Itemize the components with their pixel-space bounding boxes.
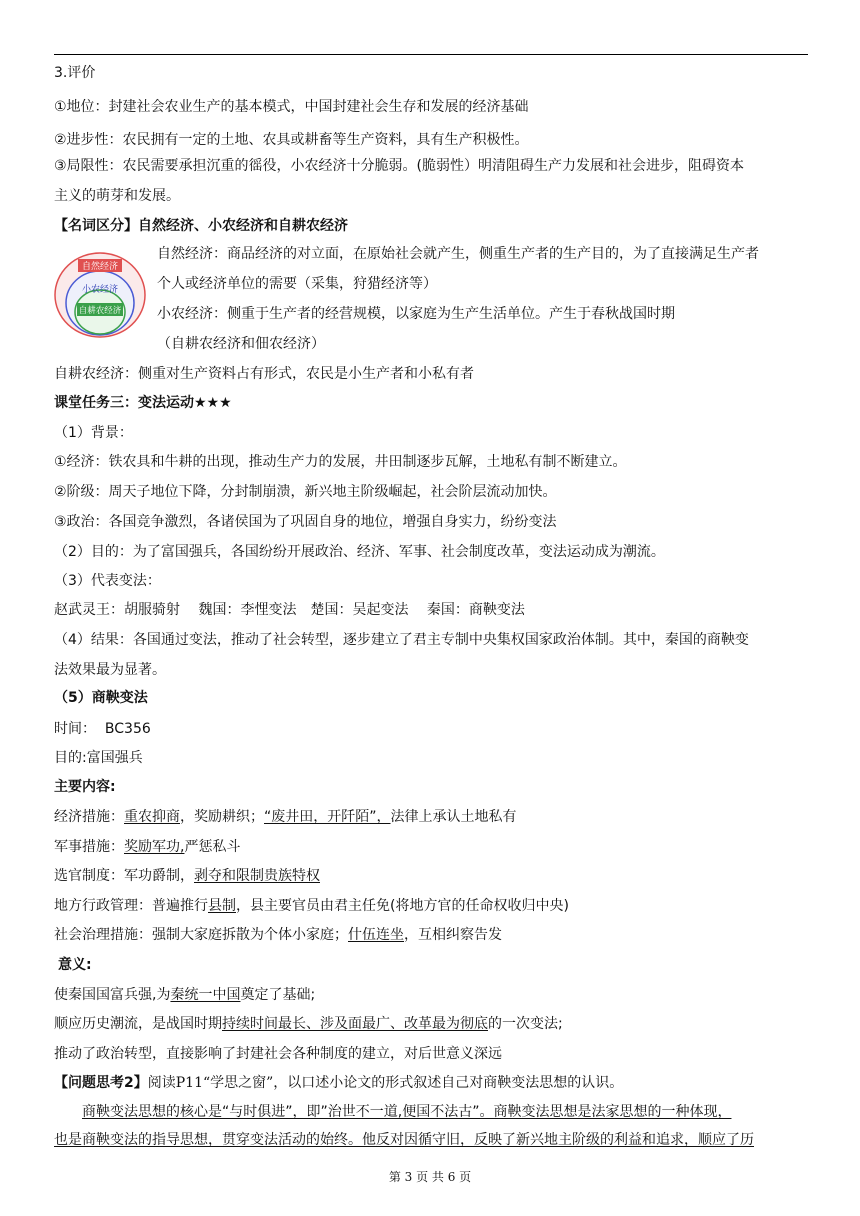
term-small: 小农经济：侧重于生产者的经营规模，以家庭为生产生活单位。产生于春秋战国时期 <box>157 306 675 322</box>
background-class: ②阶级：周天子地位下降，分封制崩溃，新兴地主阶级崛起，社会阶层流动加快。 <box>54 484 557 500</box>
question-prompt: 【问题思考2】阅读P11“学思之窗”，以口述小论文的形式叙述自己对商鞅变法思想的认识。 <box>54 1075 624 1091</box>
eval-progressive: ②进步性：农民拥有一定的土地、农具或耕畜等生产资料，具有生产积极性。 <box>54 132 529 148</box>
content-heading: 主要内容: <box>54 779 116 795</box>
term-natural-cont: 个人或经济单位的需要（采集，狩猎经济等） <box>157 276 437 292</box>
official-system: 选官制度：军功爵制，剥夺和限制贵族特权 <box>54 868 320 884</box>
significance-1: 使秦国国富兵强,为秦统一中国奠定了基础; <box>54 987 316 1003</box>
purpose: （2）目的：为了富国强兵，各国纷纷开展政治、经济、军事、社会制度改革，变法运动成为潮流。 <box>54 544 665 560</box>
significance-heading: 意义: <box>58 957 92 973</box>
shang-goal: 目的:富国强兵 <box>54 750 143 766</box>
significance-3: 推动了政治转型，直接影响了封建社会各种制度的建立，对后世意义深远 <box>54 1046 502 1062</box>
significance-2: 顺应历史潮流，是战国时期持续时间最长、涉及面最广、改革最为彻底的一次变法; <box>54 1016 563 1032</box>
local-admin: 地方行政管理：普遍推行县制，县主要官员由君主任免(将地方官的任命权收归中央) <box>54 898 569 914</box>
eval-limitation-cont: 主义的萌芽和发展。 <box>54 188 180 204</box>
term-natural: 自然经济：商品经济的对立面，在原始社会就产生，侧重生产者的生产目的，为了直接满足生产者 <box>157 246 759 262</box>
term-self: 自耕农经济：侧重对生产资料占有形式，农民是小生产者和小私有者 <box>54 366 474 382</box>
eval-status: ①地位：封建社会农业生产的基本模式，中国封建社会生存和发展的经济基础 <box>54 99 529 115</box>
page-footer: 第 3 页 共 6 页 <box>388 1170 472 1184</box>
section-heading-evaluation: 3.评价 <box>54 65 96 81</box>
econ-measures: 经济措施：重农抑商，奖励耕织；“废井田，开阡陌”，法律上承认土地私有 <box>54 809 517 825</box>
social-governance: 社会治理措施：强制大家庭拆散为个体小家庭；什伍连坐，互相纠察告发 <box>54 927 502 943</box>
terms-heading: 【名词区分】自然经济、小农经济和自耕农经济 <box>54 218 348 234</box>
shang-heading: （5）商鞅变法 <box>54 690 148 706</box>
background-politics: ③政治：各国竞争激烈，各诸侯国为了巩固自身的地位，增强自身实力，纷纷变法 <box>54 514 557 530</box>
result: （4）结果：各国通过变法，推动了社会转型，逐步建立了君主专制中央集权国家政治体制。其中，秦国的商鞅变 <box>54 632 749 648</box>
result-cont: 法效果最为显著。 <box>54 662 166 678</box>
diagram-middle-label: 小农经济 <box>81 285 119 295</box>
reps-heading: （3）代表变法： <box>54 573 161 589</box>
background-heading: （1）背景： <box>54 425 133 441</box>
mil-measures: 军事措施：奖励军功,严惩私斗 <box>54 839 241 855</box>
diagram-inner-label: 自耕农经济 <box>78 306 122 316</box>
economy-venn-diagram <box>52 250 148 340</box>
background-economy: ①经济：铁农具和牛耕的出现，推动生产力的发展，井田制逐步瓦解，土地私有制不断建立。 <box>54 454 627 470</box>
header-rule <box>54 54 808 55</box>
answer-line-2: 也是商鞅变法的指导思想，贯穿变法活动的始终。他反对因循守旧，反映了新兴地主阶级的利益和追求，顺应了历 <box>54 1132 754 1148</box>
task3-heading: 课堂任务三：变法运动★★★ <box>54 395 232 411</box>
shang-time: 时间： BC356 <box>54 721 151 737</box>
diagram-outer-label: 自然经济 <box>81 262 119 272</box>
term-small-cont: （自耕农经济和佃农经济） <box>157 336 325 352</box>
reps-list: 赵武灵王：胡服骑射 魏国：李悝变法 楚国：吴起变法 秦国：商鞅变法 <box>54 602 525 618</box>
eval-limitation: ③局限性：农民需要承担沉重的徭役，小农经济十分脆弱。(脆弱性）明清阻碍生产力发展和社会进步，阻碍资本 <box>54 158 745 174</box>
answer-line-1: 商鞅变法思想的核心是“与时俱进”，即”治世不一道,便国不法古”。商鞅变法思想是法家思想的一种体现， <box>82 1104 732 1120</box>
